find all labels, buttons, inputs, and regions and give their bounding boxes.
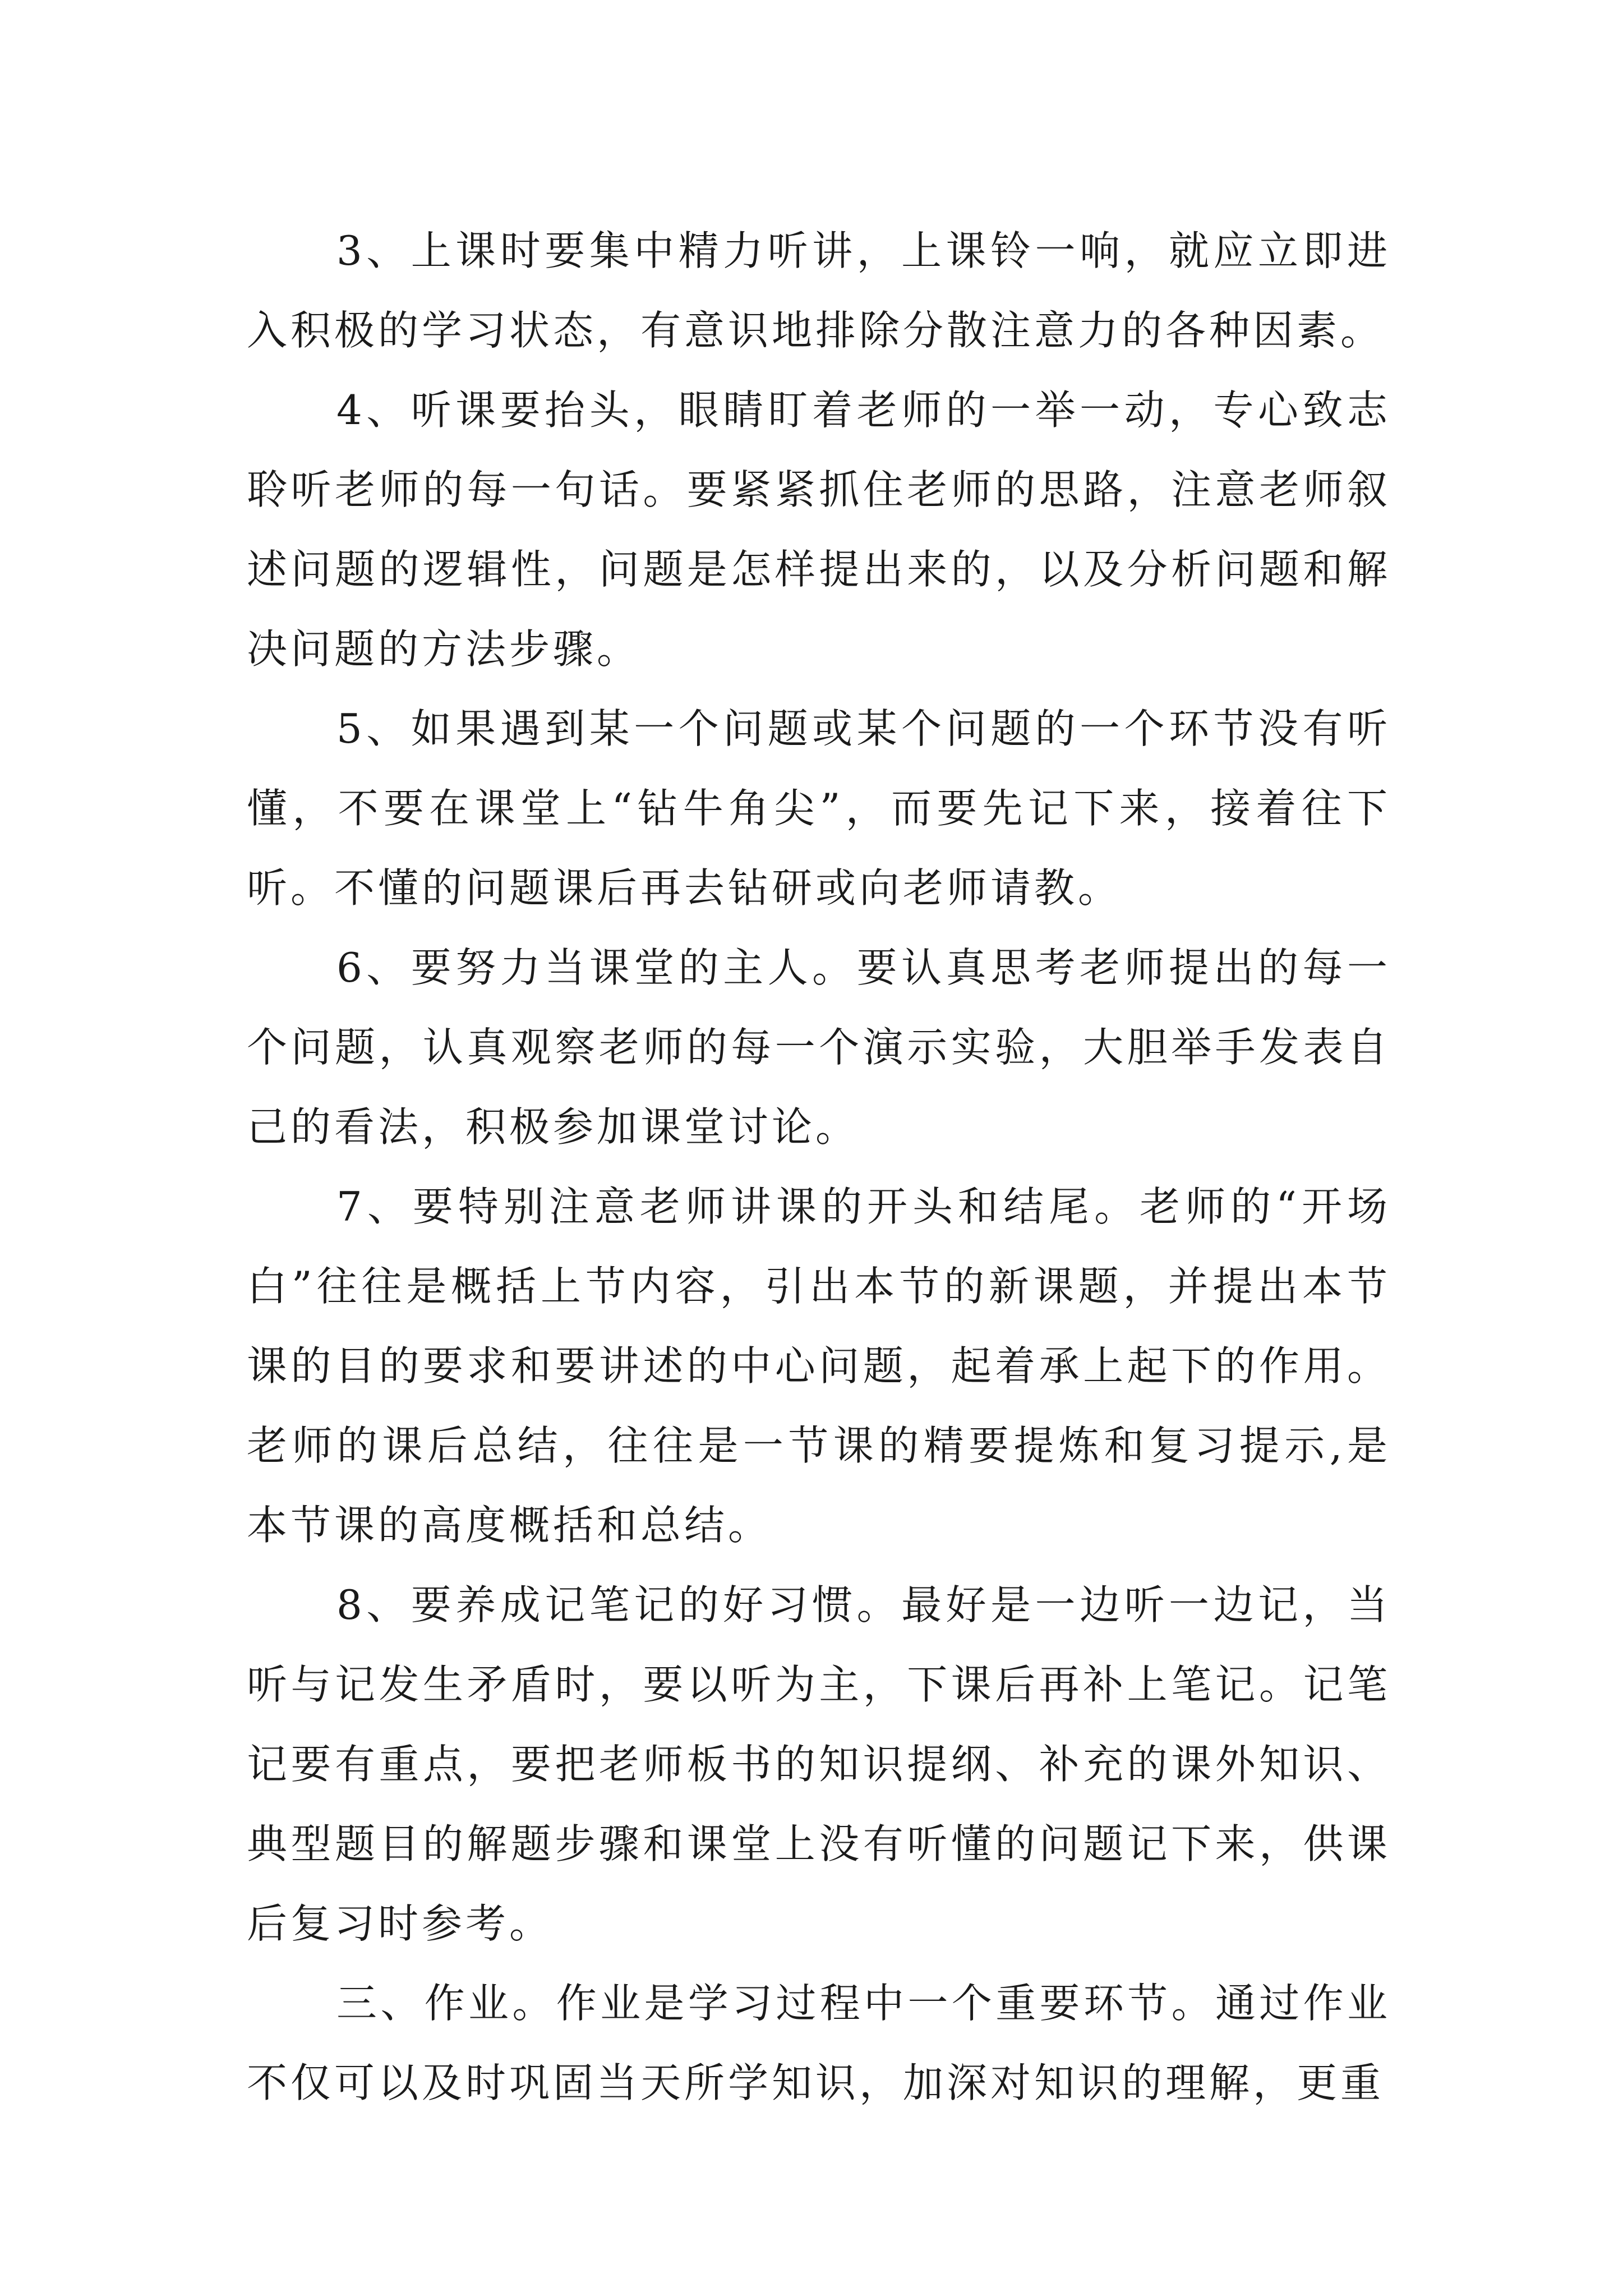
document-body <box>247 211 1391 2123</box>
paragraph-item-6: 6、要努力当课堂的主人。要认真思考老师提出的每一个问题，认真观察老师的每一个演示实验，大胆举手发表自己的看法，积极参加课堂讨论。 <box>247 944 1391 1151</box>
paragraph-item-7: 7、要特别注意老师讲课的开头和结尾。老师的“开场白”往往是概括上节内容，引出本节的新课题，并提出本节课的目的要求和要讲述的中心问题，起着承上起下的作用。老师的课后总结，往往是一节课的精要提炼和复习提示,是本节课的高度概括和总结。 <box>247 1183 1391 1549</box>
paragraph-item-8: 8、要养成记笔记的好习惯。最好是一边听一边记，当听与记发生矛盾时，要以听为主，下课后再补上笔记。记笔记要有重点，要把老师板书的知识提纲、补充的课外知识、典型题目的解题步骤和课堂上没有听懂的问题记下来，供课后复习时参考。 <box>247 1581 1391 1947</box>
paragraph-item-5: 5、如果遇到某一个问题或某个问题的一个环节没有听懂，不要在课堂上“钻牛角尖”，而要先记下来，接着往下听。不懂的问题课后再去钻研或向老师请教。 <box>247 705 1391 912</box>
paragraph-section-homework: 三、作业。作业是学习过程中一个重要环节。通过作业不仅可以及时巩固当天所学知识，加深对知识的理解，更重 <box>247 1980 1391 2106</box>
paragraph-item-4: 4、听课要抬头，眼睛盯着老师的一举一动，专心致志聆听老师的每一句话。要紧紧抓住老师的思路，注意老师叙述问题的逻辑性，问题是怎样提出来的，以及分析问题和解决问题的方法步骤。 <box>247 386 1391 673</box>
paragraph-item-3: 3、上课时要集中精力听讲，上课铃一响，就应立即进入积极的学习状态，有意识地排除分散注意力的各种因素。 <box>247 227 1391 354</box>
